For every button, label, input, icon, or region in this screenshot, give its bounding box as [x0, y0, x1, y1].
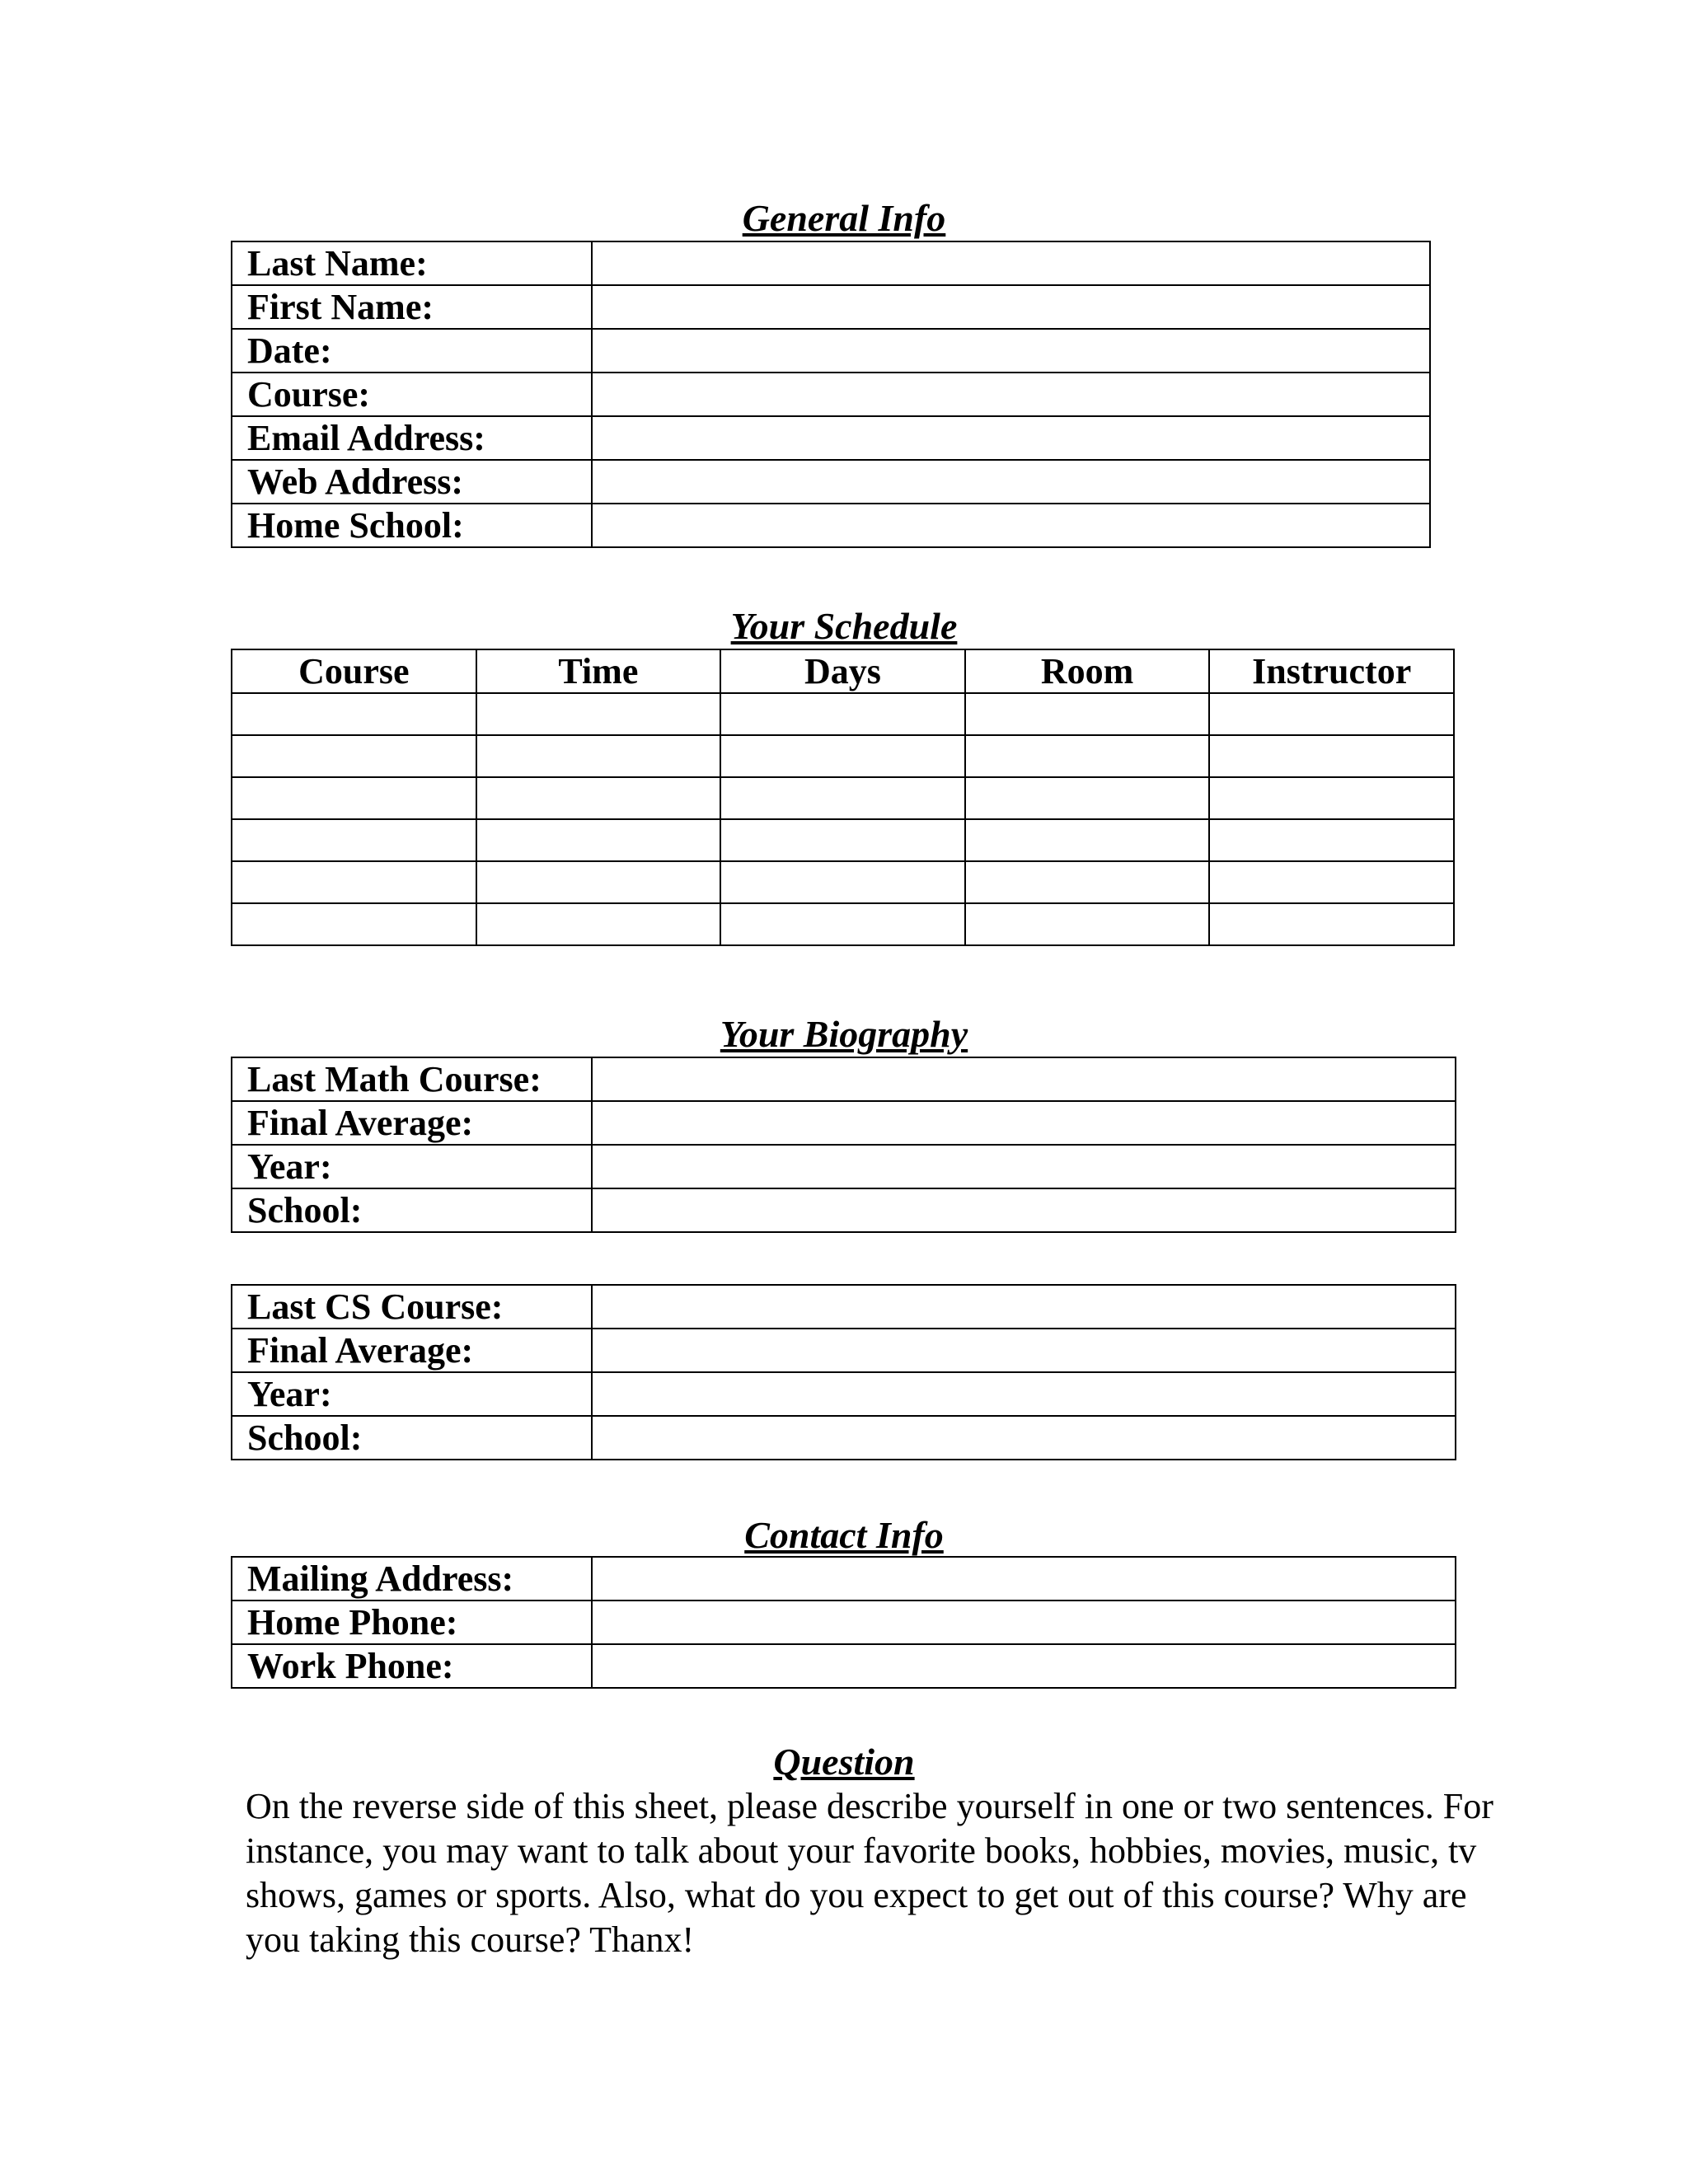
- contact-info-label: Home Phone:: [232, 1601, 592, 1644]
- contact-info-field-cell: [592, 1601, 1456, 1644]
- cs-biography-field-cell: [592, 1329, 1456, 1372]
- schedule-cell-input[interactable]: [485, 696, 712, 733]
- math-biography-label: Last Math Course:: [232, 1057, 592, 1101]
- contact-info-input[interactable]: [601, 1560, 1447, 1598]
- general-info-table: [231, 241, 1431, 548]
- general-info-field-cell: [592, 285, 1430, 329]
- contact-info-field-cell: [592, 1644, 1456, 1688]
- schedule-cell: [476, 777, 721, 819]
- general-info-label: Home School:: [232, 504, 592, 547]
- schedule-row: [232, 777, 1454, 819]
- schedule-cell-input[interactable]: [241, 864, 467, 902]
- cs-biography-field-cell: [592, 1372, 1456, 1416]
- general-info-row: [232, 504, 1430, 547]
- cs-biography-input[interactable]: [601, 1419, 1447, 1457]
- math-biography-input[interactable]: [601, 1148, 1447, 1186]
- contact-info-label: Mailing Address:: [232, 1557, 592, 1601]
- schedule-body: [232, 693, 1454, 945]
- math-biography-row: [232, 1057, 1456, 1101]
- schedule-cell-input[interactable]: [729, 822, 956, 860]
- schedule-cell: [1209, 693, 1454, 735]
- schedule-row: [232, 819, 1454, 861]
- cs-biography-field-cell: [592, 1416, 1456, 1460]
- schedule-cell: [720, 903, 965, 945]
- schedule-cell: [476, 903, 721, 945]
- contact-info-table: [231, 1556, 1456, 1689]
- schedule-cell: [476, 861, 721, 903]
- general-info-row: [232, 460, 1430, 504]
- cs-biography-row: [232, 1372, 1456, 1416]
- schedule-cell-input[interactable]: [974, 822, 1201, 860]
- cs-biography-input[interactable]: [601, 1288, 1447, 1326]
- schedule-title: Your Schedule: [730, 605, 958, 647]
- contact-info-field-cell: [592, 1557, 1456, 1601]
- schedule-cell-input[interactable]: [1218, 864, 1445, 902]
- schedule-table: [231, 649, 1455, 946]
- schedule-cell-input[interactable]: [241, 780, 467, 818]
- schedule-row: [232, 861, 1454, 903]
- math-biography-field-cell: [592, 1057, 1456, 1101]
- contact-info-row: [232, 1601, 1456, 1644]
- schedule-cell: [720, 777, 965, 819]
- general-info-field-cell: [592, 241, 1430, 285]
- general-info-input[interactable]: [601, 419, 1421, 457]
- schedule-column-header: Room: [965, 649, 1210, 693]
- schedule-cell-input[interactable]: [1218, 696, 1445, 733]
- cs-biography-row: [232, 1416, 1456, 1460]
- math-biography-label: Final Average:: [232, 1101, 592, 1145]
- cs-biography-label: Last CS Course:: [232, 1285, 592, 1329]
- schedule-cell: [965, 861, 1210, 903]
- schedule-row: [232, 735, 1454, 777]
- schedule-cell: [1209, 819, 1454, 861]
- schedule-cell: [720, 861, 965, 903]
- general-info-row: [232, 373, 1430, 416]
- schedule-column-header: Time: [476, 649, 721, 693]
- cs-biography-field-cell: [592, 1285, 1456, 1329]
- cs-biography-input[interactable]: [601, 1332, 1447, 1370]
- general-info-field-cell: [592, 416, 1430, 460]
- schedule-row: [232, 693, 1454, 735]
- schedule-cell-input[interactable]: [1218, 822, 1445, 860]
- contact-info-row: [232, 1644, 1456, 1688]
- schedule-cell-input[interactable]: [1218, 906, 1445, 944]
- cs-biography-label: Final Average:: [232, 1329, 592, 1372]
- math-biography-body: [232, 1057, 1456, 1232]
- cs-biography-label: Year:: [232, 1372, 592, 1416]
- schedule-cell: [232, 861, 476, 903]
- schedule-cell: [965, 903, 1210, 945]
- schedule-cell: [232, 777, 476, 819]
- general-info-row: [232, 329, 1430, 373]
- schedule-cell: [1209, 903, 1454, 945]
- schedule-cell: [1209, 735, 1454, 777]
- schedule-cell: [965, 735, 1210, 777]
- schedule-cell: [965, 777, 1210, 819]
- general-info-title: General Info: [742, 197, 946, 239]
- schedule-cell-input[interactable]: [729, 738, 956, 776]
- general-info-label: Last Name:: [232, 241, 592, 285]
- math-biography-field-cell: [592, 1101, 1456, 1145]
- schedule-cell: [1209, 777, 1454, 819]
- math-biography-field-cell: [592, 1145, 1456, 1188]
- general-info-input[interactable]: [601, 507, 1421, 545]
- schedule-cell-input[interactable]: [974, 906, 1201, 944]
- contact-info-row: [232, 1557, 1456, 1601]
- schedule-column-header: Days: [720, 649, 965, 693]
- schedule-cell: [476, 819, 721, 861]
- contact-info-body: [232, 1557, 1456, 1688]
- schedule-cell: [232, 819, 476, 861]
- schedule-cell-input[interactable]: [485, 780, 712, 818]
- schedule-cell-input[interactable]: [485, 906, 712, 944]
- general-info-input[interactable]: [601, 245, 1421, 283]
- contact-info-label: Work Phone:: [232, 1644, 592, 1688]
- general-info-label: Course:: [232, 373, 592, 416]
- general-info-field-cell: [592, 460, 1430, 504]
- schedule-row: [232, 903, 1454, 945]
- general-info-field-cell: [592, 504, 1430, 547]
- general-info-field-cell: [592, 373, 1430, 416]
- schedule-cell-input[interactable]: [974, 780, 1201, 818]
- cs-biography-row: [232, 1329, 1456, 1372]
- schedule-cell-input[interactable]: [729, 906, 956, 944]
- biography-title: Your Biography: [720, 1013, 968, 1055]
- math-biography-field-cell: [592, 1188, 1456, 1232]
- contact-info-title: Contact Info: [744, 1514, 944, 1556]
- general-info-input[interactable]: [601, 376, 1421, 414]
- math-biography-table: [231, 1057, 1456, 1233]
- cs-biography-row: [232, 1285, 1456, 1329]
- schedule-cell-input[interactable]: [241, 696, 467, 733]
- general-info-input[interactable]: [601, 463, 1421, 501]
- general-info-body: [232, 241, 1430, 547]
- schedule-cell-input[interactable]: [974, 738, 1201, 776]
- schedule-column-header: Course: [232, 649, 476, 693]
- schedule-cell-input[interactable]: [1218, 780, 1445, 818]
- general-info-input[interactable]: [601, 332, 1421, 370]
- math-biography-label: School:: [232, 1188, 592, 1232]
- schedule-cell: [965, 819, 1210, 861]
- general-info-field-cell: [592, 329, 1430, 373]
- general-info-input[interactable]: [601, 288, 1421, 326]
- math-biography-input[interactable]: [601, 1104, 1447, 1142]
- schedule-cell: [232, 735, 476, 777]
- general-info-row: [232, 416, 1430, 460]
- math-biography-row: [232, 1145, 1456, 1188]
- general-info-label: Email Address:: [232, 416, 592, 460]
- schedule-header-row: [232, 649, 1454, 693]
- general-info-label: First Name:: [232, 285, 592, 329]
- math-biography-input[interactable]: [601, 1192, 1447, 1230]
- general-info-row: [232, 285, 1430, 329]
- schedule-cell-input[interactable]: [485, 738, 712, 776]
- schedule-cell: [476, 735, 721, 777]
- schedule-cell-input[interactable]: [1218, 738, 1445, 776]
- question-title: Question: [773, 1741, 915, 1783]
- schedule-cell: [720, 693, 965, 735]
- schedule-cell-input[interactable]: [485, 822, 712, 860]
- schedule-cell: [720, 819, 965, 861]
- schedule-cell: [965, 693, 1210, 735]
- schedule-cell-input[interactable]: [241, 822, 467, 860]
- schedule-cell-input[interactable]: [485, 864, 712, 902]
- general-info-label: Web Address:: [232, 460, 592, 504]
- schedule-cell-input[interactable]: [241, 738, 467, 776]
- cs-biography-body: [232, 1285, 1456, 1460]
- cs-biography-table: [231, 1284, 1456, 1460]
- general-info-row: [232, 241, 1430, 285]
- schedule-cell-input[interactable]: [729, 696, 956, 733]
- question-text: On the reverse side of this sheet, please describe yourself in one or two sentences. For instance, you may want to talk about your favorite books, hobbies, movies, music, tv shows, games or sports. Also, what do you expect to get out of this course? Why are you taking this course? Thanx!: [246, 1786, 1493, 1960]
- cs-biography-label: School:: [232, 1416, 592, 1460]
- schedule-cell: [232, 903, 476, 945]
- math-biography-input[interactable]: [601, 1061, 1447, 1099]
- schedule-cell-input[interactable]: [729, 780, 956, 818]
- math-biography-row: [232, 1188, 1456, 1232]
- contact-info-input[interactable]: [601, 1604, 1447, 1642]
- schedule-cell-input[interactable]: [241, 906, 467, 944]
- schedule-cell-input[interactable]: [974, 696, 1201, 733]
- schedule-cell: [232, 693, 476, 735]
- general-info-label: Date:: [232, 329, 592, 373]
- math-biography-label: Year:: [232, 1145, 592, 1188]
- math-biography-row: [232, 1101, 1456, 1145]
- cs-biography-input[interactable]: [601, 1376, 1447, 1413]
- schedule-cell: [720, 735, 965, 777]
- schedule-column-header: Instructor: [1209, 649, 1454, 693]
- schedule-cell: [476, 693, 721, 735]
- contact-info-input[interactable]: [601, 1647, 1447, 1685]
- schedule-cell: [1209, 861, 1454, 903]
- schedule-cell-input[interactable]: [974, 864, 1201, 902]
- schedule-cell-input[interactable]: [729, 864, 956, 902]
